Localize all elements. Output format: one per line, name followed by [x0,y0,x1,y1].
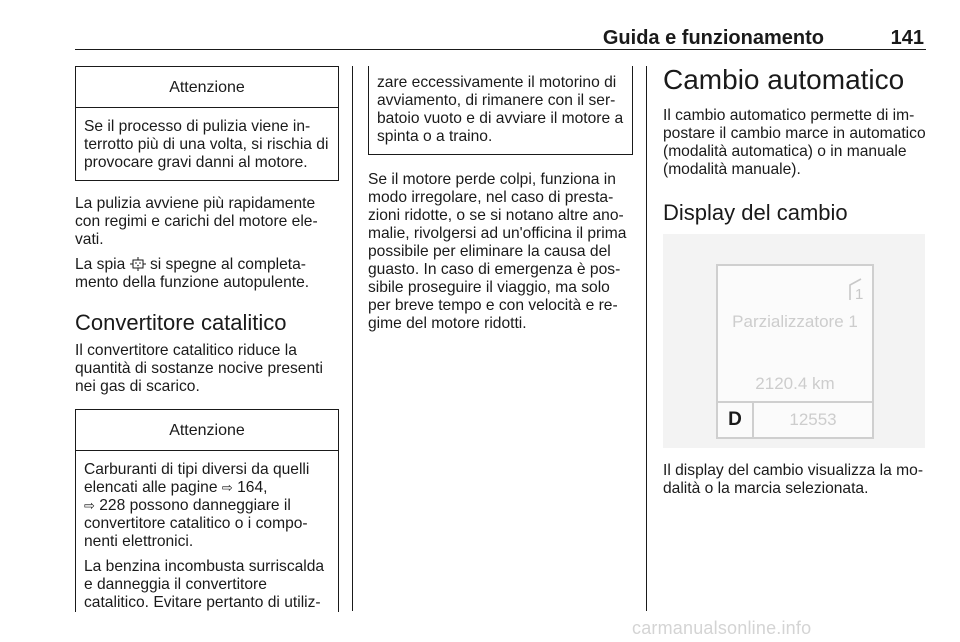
manual-gear-indicator-icon [848,278,866,307]
column-2 [368,66,633,340]
paragraph-warning-light: La spia si spegne al completamento della funzione autopulente. [75,256,310,291]
display-screen [716,264,874,439]
paragraph-display-caption: Il display del cambio visualizza la modalità o la marcia selezionata. [663,462,924,497]
watermark: carmanualsonline.info [632,618,812,638]
running-header-title: Guida e funzionamento [602,27,824,49]
paragraph-cleaning-speed: La pulizia avviene più rapidamente con regimi e carichi del motore elevati. [75,195,318,248]
display-drive-mode: D [718,403,754,437]
warning-box-fuel [75,409,339,612]
section-title-display: Display del cambio [663,200,848,225]
page-number: 141 [890,27,924,49]
column-divider-right [646,66,647,611]
display-screen-title: Parzializzatore 1 [732,312,858,331]
warning-continued-text: zare eccessivamente il motorino di avviamento, di rimanere con il serbatoio vuoto e di avviare il motore a spinta o a traino. [377,74,624,145]
column-3 [663,64,927,505]
warning-heading: Attenzione [76,410,338,451]
display-bottom-bar [718,401,872,437]
paragraph-catalytic: Il convertitore catalitico riduce la quantità di sostanze nocive presenti nei gas di scarico. [75,342,323,395]
warning-box-cleaning [75,66,339,181]
warning-fuel-text-2: La benzina incombusta surriscalda e danneggia il convertitore catalitico. Evitare pertanto di utiliz- [84,558,325,611]
warning-heading: Attenzione [76,67,338,108]
warning-box-continued [368,66,633,155]
paragraph-misfire: Se il motore perde colpi, funziona in modo irregolare, nel caso di prestazioni ridotte, o se si notano altre anomalie, rivolgersi ad un'officina il prima possibile per eliminare la causa del guasto. In caso di emergenza è possibile proseguire il viaggio, ma solo per breve tempo e con velocità e regime del motore ridotti. [368,171,627,332]
warning-fuel-text: Carburanti di tipi diversi da quelli elencati alle pagine ⇨ 164, ⇨ 228 possono danneggiare il convertitore catalitico o i componenti elettronici. [84,461,310,550]
transmission-display-illustration [663,234,925,448]
svg-text:1: 1 [855,286,864,302]
warning-body [76,451,338,620]
warning-text: Se il processo di pulizia viene interrotto più di una volta, si rischia di provocare gravi danni al motore. [84,118,329,171]
page-reference-arrow-icon: ⇨ [84,498,95,513]
column-divider-left [352,66,353,611]
page-reference-arrow-icon: ⇨ [221,480,233,495]
exhaust-filter-warning-icon [130,257,146,271]
header-rule [75,49,926,50]
warning-body [76,108,338,180]
column-1 [75,66,339,612]
display-odometer: 12553 [789,410,837,429]
section-title-catalytic: Convertitore catalitico [75,310,287,335]
display-distance: 2120.4 km [755,374,835,393]
paragraph-automatic-intro: Il cambio automatico permette di impostare il cambio marce in automatico (modalità automatica) o in manuale (modalità manuale). [663,107,926,178]
warning-body [369,66,632,154]
section-title-automatic: Cambio automatico [663,64,905,95]
